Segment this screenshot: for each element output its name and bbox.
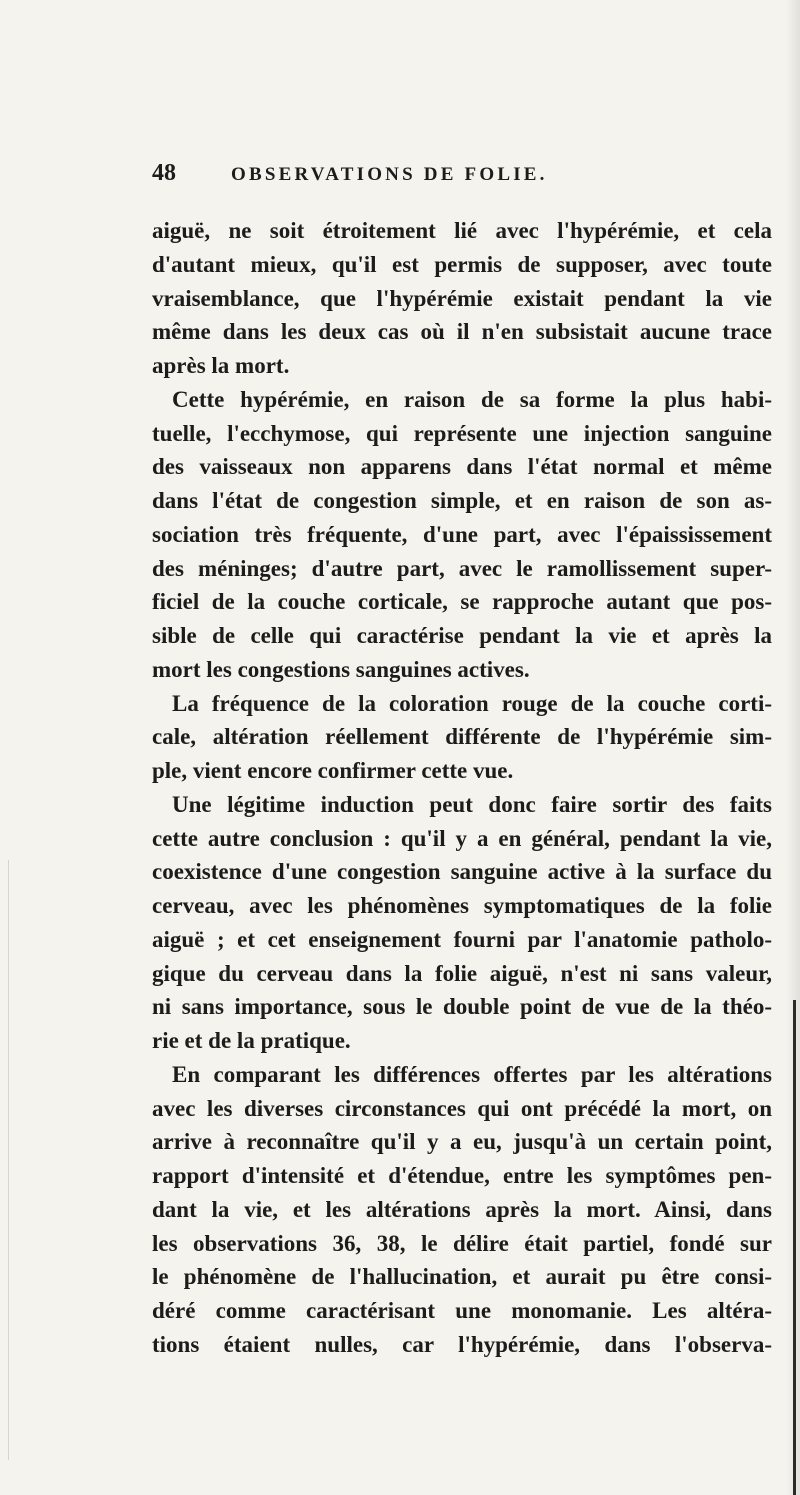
text-line: le phénomène de l'hallucination, et aurait pu être consi- [152, 1264, 772, 1290]
text-line: rapport d'intensité et d'étendue, entre les symptômes pen- [152, 1163, 772, 1188]
text-line: coexistence d'une congestion sanguine active à la surface du [152, 859, 772, 885]
text-line: cette autre conclusion : qu'il y a en général, pendant la vie, [152, 825, 772, 851]
text-line: vraisemblance, que l'hypérémie existait pendant la vie [152, 285, 772, 311]
text-line: dans l'état de congestion simple, et en raison de son as- [152, 488, 772, 513]
text-line: tions étaient nulles, car l'hypérémie, dans l'observa- [152, 1331, 772, 1357]
text-line: sociation très fréquente, d'une part, avec l'épaississement [152, 521, 772, 547]
text-line: après la mort. [152, 353, 290, 378]
page-header [152, 160, 772, 192]
text-line: La fréquence de la coloration rouge de la couche corti- [172, 690, 772, 716]
text-line: cerveau, avec les phénomènes symptomatiques de la folie [152, 893, 772, 918]
text-line: sible de celle qui caractérise pendant la vie et après la [152, 623, 772, 648]
text-line: gique du cerveau dans la folie aiguë, n'est ni sans valeur, [152, 960, 772, 986]
text-line: dant la vie, et les altérations après la mort. Ainsi, dans [152, 1196, 772, 1222]
text-line: avec les diverses circonstances qui ont précédé la mort, on [152, 1095, 772, 1121]
text-line: cale, altération réellement différente de l'hypérémie sim- [152, 724, 772, 750]
page-gutter-line [8, 860, 9, 1460]
text-line: aiguë ; et cet enseignement fourni par l'anatomie patholo- [152, 926, 772, 952]
text-line: des vaisseaux non apparens dans l'état normal et même [152, 454, 772, 480]
text-line: arrive à reconnaître qu'il y a eu, jusqu'à un certain point, [152, 1129, 772, 1155]
text-line: Une légitime induction peut donc faire sortir des faits [172, 791, 772, 817]
text-line: rie et de la pratique. [152, 1028, 351, 1053]
text-line: même dans les deux cas où il n'en subsistait aucune trace [152, 319, 772, 345]
text-line: des méninges; d'autre part, avec le ramollissement super- [152, 555, 772, 581]
page-edge-line [793, 1000, 796, 1495]
text-line: les observations 36, 38, le délire était partiel, fondé sur [152, 1230, 772, 1256]
body-text [152, 214, 772, 1362]
text-line: tuelle, l'ecchymose, qui représente une injection sanguine [152, 420, 772, 446]
text-line: Cette hypérémie, en raison de sa forme la plus habi- [172, 386, 772, 412]
text-line: ple, vient encore confirmer cette vue. [152, 758, 514, 783]
text-line: ni sans importance, sous le double point de vue de la théo- [152, 994, 772, 1020]
text-line: mort les congestions sanguines actives. [152, 656, 530, 682]
text-line: ficiel de la couche corticale, se rapproche autant que pos- [152, 589, 772, 615]
running-title: OBSERVATIONS DE FOLIE. [231, 164, 548, 185]
text-line: d'autant mieux, qu'il est permis de supposer, avec toute [152, 251, 772, 277]
text-line: déré comme caractérisant une monomanie. Les altéra- [152, 1298, 772, 1323]
text-line: En comparant les différences offertes par les altérations [172, 1061, 772, 1087]
text-line: aiguë, ne soit étroitement lié avec l'hypérémie, et cela [152, 218, 772, 243]
page-number: 48 [152, 160, 176, 186]
